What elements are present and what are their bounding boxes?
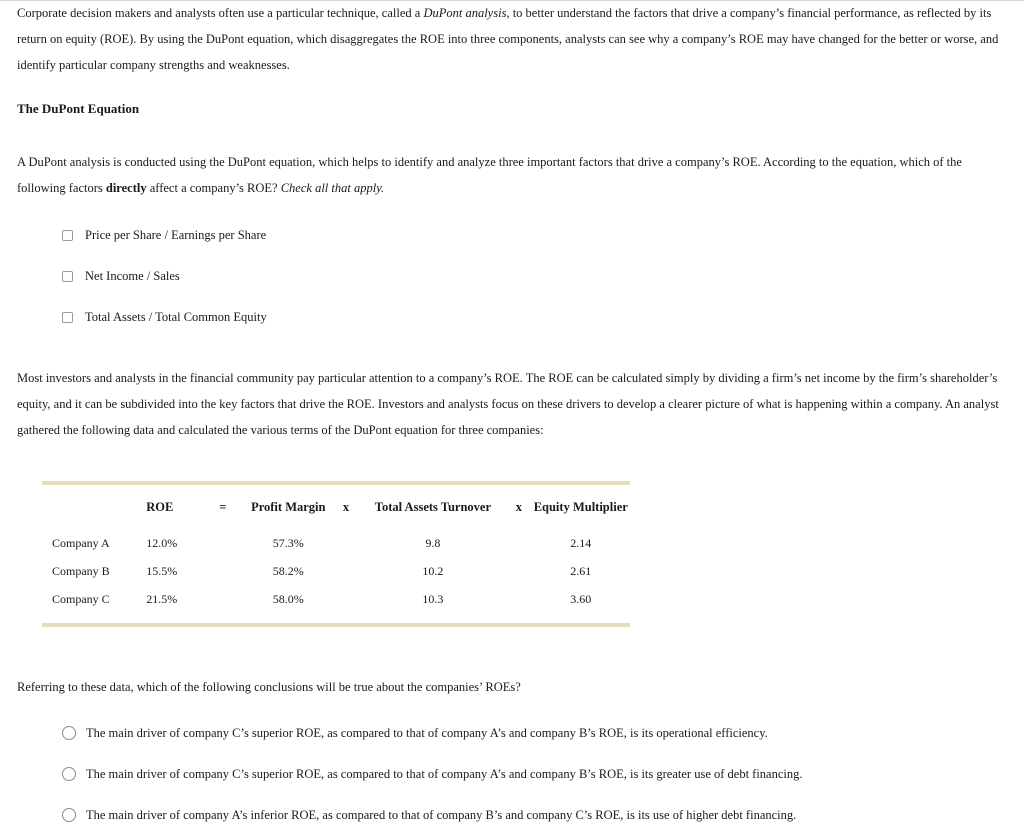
checkbox-3[interactable]: [62, 312, 73, 323]
checkbox-option-1[interactable]: [62, 226, 266, 244]
radio-option-1[interactable]: [62, 724, 768, 742]
roe-value: 15.5%: [146, 563, 178, 578]
table-header-row: [42, 485, 630, 529]
header-blank: [42, 485, 146, 529]
turnover-value: 10.3: [422, 591, 444, 606]
intro-text-1: Corporate decision makers and analysts often use a particular technique, called a: [17, 6, 424, 20]
header-total-assets-turnover: Total Assets Turnover: [374, 499, 492, 514]
profit-margin-value: 58.0%: [272, 591, 304, 606]
table-row: [42, 585, 630, 613]
table-bottom-rule: [42, 623, 630, 627]
checkbox-1[interactable]: [62, 230, 73, 241]
intro-text-2: , to better understand the factors that drive a company’s financial performance, as reflected by its return on equity (ROE). By using the DuPont equation, which disaggregates the ROE into three components, analysts can see why a company’s ROE may have changed for the better or worse, and identify particular company strengths and weaknesses.: [17, 6, 999, 72]
radio-option-2[interactable]: [62, 765, 803, 783]
question1-prompt: [17, 149, 1007, 201]
header-times-2: x: [515, 499, 522, 514]
checkbox-label-1[interactable]: Price per Share / Earnings per Share: [85, 227, 267, 242]
question2-prompt: Referring to these data, which of the following conclusions will be true about the companies’ ROEs?: [17, 680, 521, 694]
question1-text-2: affect a company’s ROE?: [146, 181, 281, 195]
question1-instruction: Check all that apply.: [280, 181, 385, 195]
profit-margin-value: 57.3%: [272, 535, 304, 550]
header-equity-multiplier: Equity Multiplier: [533, 499, 628, 514]
company-name: Company C: [52, 591, 110, 606]
question1-text-1: A DuPont analysis is conducted using the DuPont equation, which helps to identify and analyze three important factors that drive a company’s ROE. According to the equation, which of the following factors: [17, 155, 962, 195]
company-name: Company A: [52, 535, 110, 550]
multiplier-value: 2.61: [570, 563, 592, 578]
turnover-value: 9.8: [425, 535, 441, 550]
checkbox-option-2[interactable]: [62, 267, 180, 285]
header-roe: ROE: [146, 499, 174, 514]
radio-option-3[interactable]: [62, 806, 796, 824]
section-heading: The DuPont Equation: [17, 101, 140, 116]
checkbox-label-2[interactable]: Net Income / Sales: [85, 268, 180, 283]
radio-label-3[interactable]: The main driver of company A’s inferior ROE, as compared to that of company B’s and company C’s ROE, is its use of higher debt financing.: [86, 807, 797, 822]
checkbox-option-3[interactable]: [62, 308, 267, 326]
dupont-table: [42, 481, 630, 627]
roe-value: 21.5%: [146, 591, 178, 606]
header-times-1: x: [342, 499, 350, 514]
table-row: [42, 557, 630, 585]
profit-margin-value: 58.2%: [272, 563, 304, 578]
radio-label-2[interactable]: The main driver of company C’s superior ROE, as compared to that of company A’s and company B’s ROE, is its greater use of debt financing.: [86, 766, 803, 781]
company-name: Company B: [52, 563, 110, 578]
radio-label-1[interactable]: The main driver of company C’s superior ROE, as compared to that of company A’s and company B’s ROE, is its operational efficiency.: [86, 725, 768, 740]
radio-2[interactable]: [62, 767, 76, 781]
radio-3[interactable]: [62, 808, 76, 822]
turnover-value: 10.2: [422, 563, 444, 578]
question1-emphasis: directly: [105, 181, 147, 195]
multiplier-value: 3.60: [570, 591, 592, 606]
checkbox-2[interactable]: [62, 271, 73, 282]
header-profit-margin: Profit Margin: [251, 499, 326, 514]
checkbox-label-3[interactable]: Total Assets / Total Common Equity: [85, 309, 267, 324]
header-equals: =: [219, 499, 227, 514]
radio-1[interactable]: [62, 726, 76, 740]
intro-term: DuPont analysis: [423, 6, 507, 20]
roe-value: 12.0%: [146, 535, 178, 550]
context-paragraph: Most investors and analysts in the financial community pay particular attention to a company’s ROE. The ROE can be calculated simply by dividing a firm’s net income by the firm’s shareholder’s equity, and it can be subdivided into the key factors that drive the ROE. Investors and analysts focus on these drivers to develop a clearer picture of what is happening within a company. An analyst gathered the following data and calculated the various terms of the DuPont equation for three companies:: [17, 371, 999, 437]
multiplier-value: 2.14: [570, 535, 592, 550]
table-row: [42, 529, 630, 557]
intro-paragraph: [17, 0, 1007, 78]
